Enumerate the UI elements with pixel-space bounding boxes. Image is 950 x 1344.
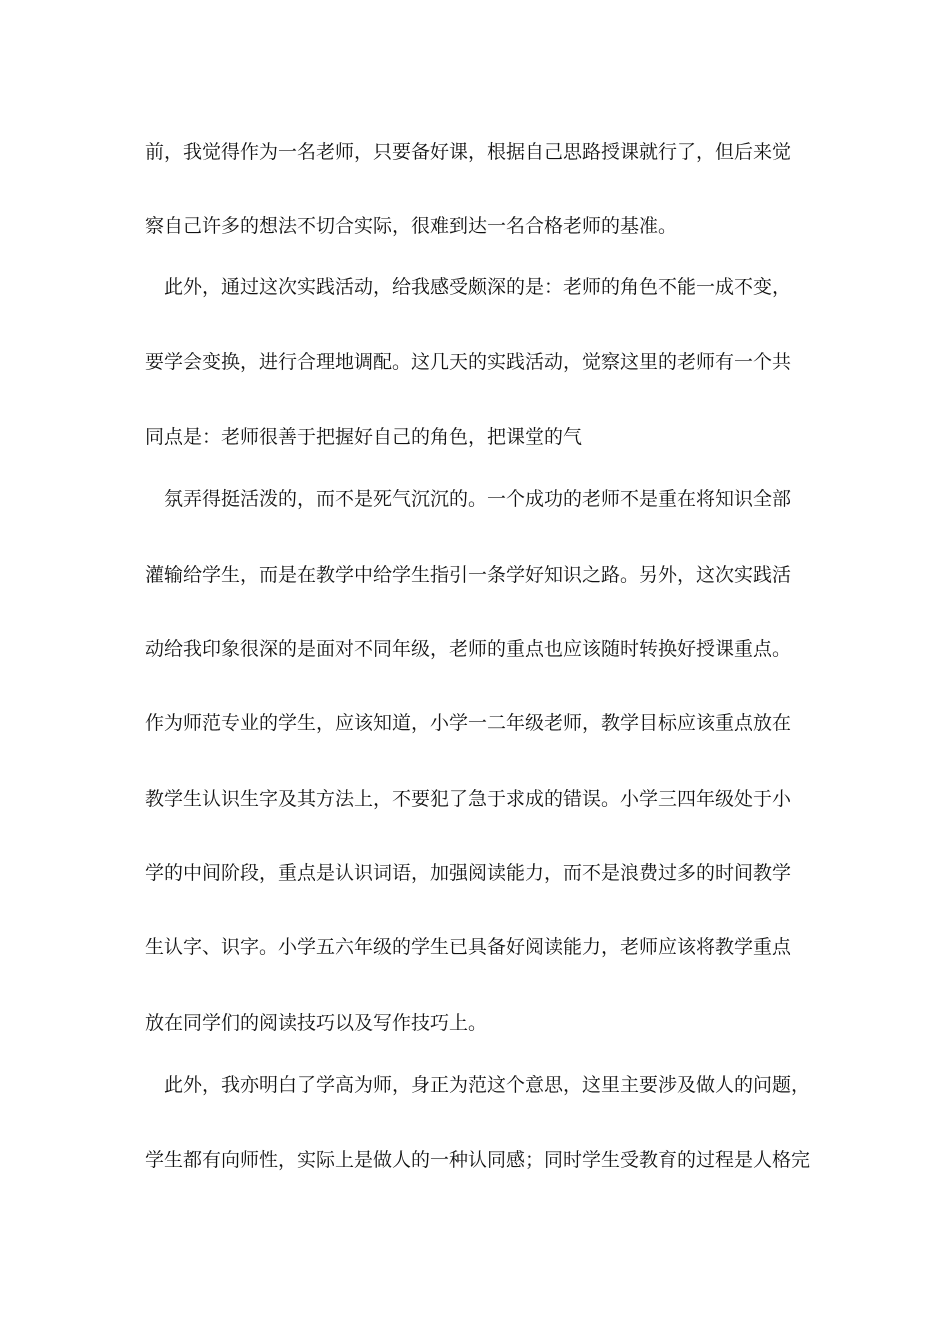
text-line: 教学生认识生字及其方法上，不要犯了急于求成的错误。小学三四年级处于小	[145, 788, 792, 810]
text-line: 学生都有向师性，实际上是做人的一种认同感；同时学生受教育的过程是人格完	[145, 1149, 811, 1171]
paragraph-start-line: 此外，通过这次实践活动，给我感受颇深的是：老师的角色不能一成不变，	[145, 276, 792, 298]
text-line: 灌输给学生，而是在教学中给学生指引一条学好知识之路。另外，这次实践活	[145, 564, 792, 586]
text-line: 同点是：老师很善于把握好自己的角色，把课堂的气	[145, 426, 583, 448]
text-line: 放在同学们的阅读技巧以及写作技巧上。	[145, 1012, 488, 1034]
text-line: 要学会变换，进行合理地调配。这几天的实践活动，觉察这里的老师有一个共	[145, 351, 792, 373]
paragraph-start-line: 此外，我亦明白了学高为师，身正为范这个意思，这里主要涉及做人的问题，	[145, 1074, 811, 1096]
paragraph-start-line: 氛弄得挺活泼的，而不是死气沉沉的。一个成功的老师不是重在将知识全部	[145, 488, 792, 510]
text-line: 察自己许多的想法不切合实际，很难到达一名合格老师的基准。	[145, 215, 678, 237]
text-line: 前，我觉得作为一名老师，只要备好课，根据自己思路授课就行了，但后来觉	[145, 141, 792, 163]
text-line: 学的中间阶段，重点是认识词语，加强阅读能力，而不是浪费过多的时间教学	[145, 862, 792, 884]
text-line: 生认字、识字。小学五六年级的学生已具备好阅读能力，老师应该将教学重点	[145, 936, 792, 958]
text-line: 作为师范专业的学生，应该知道，小学一二年级老师，教学目标应该重点放在	[145, 712, 792, 734]
text-line: 动给我印象很深的是面对不同年级，老师的重点也应该随时转换好授课重点。	[145, 638, 792, 660]
